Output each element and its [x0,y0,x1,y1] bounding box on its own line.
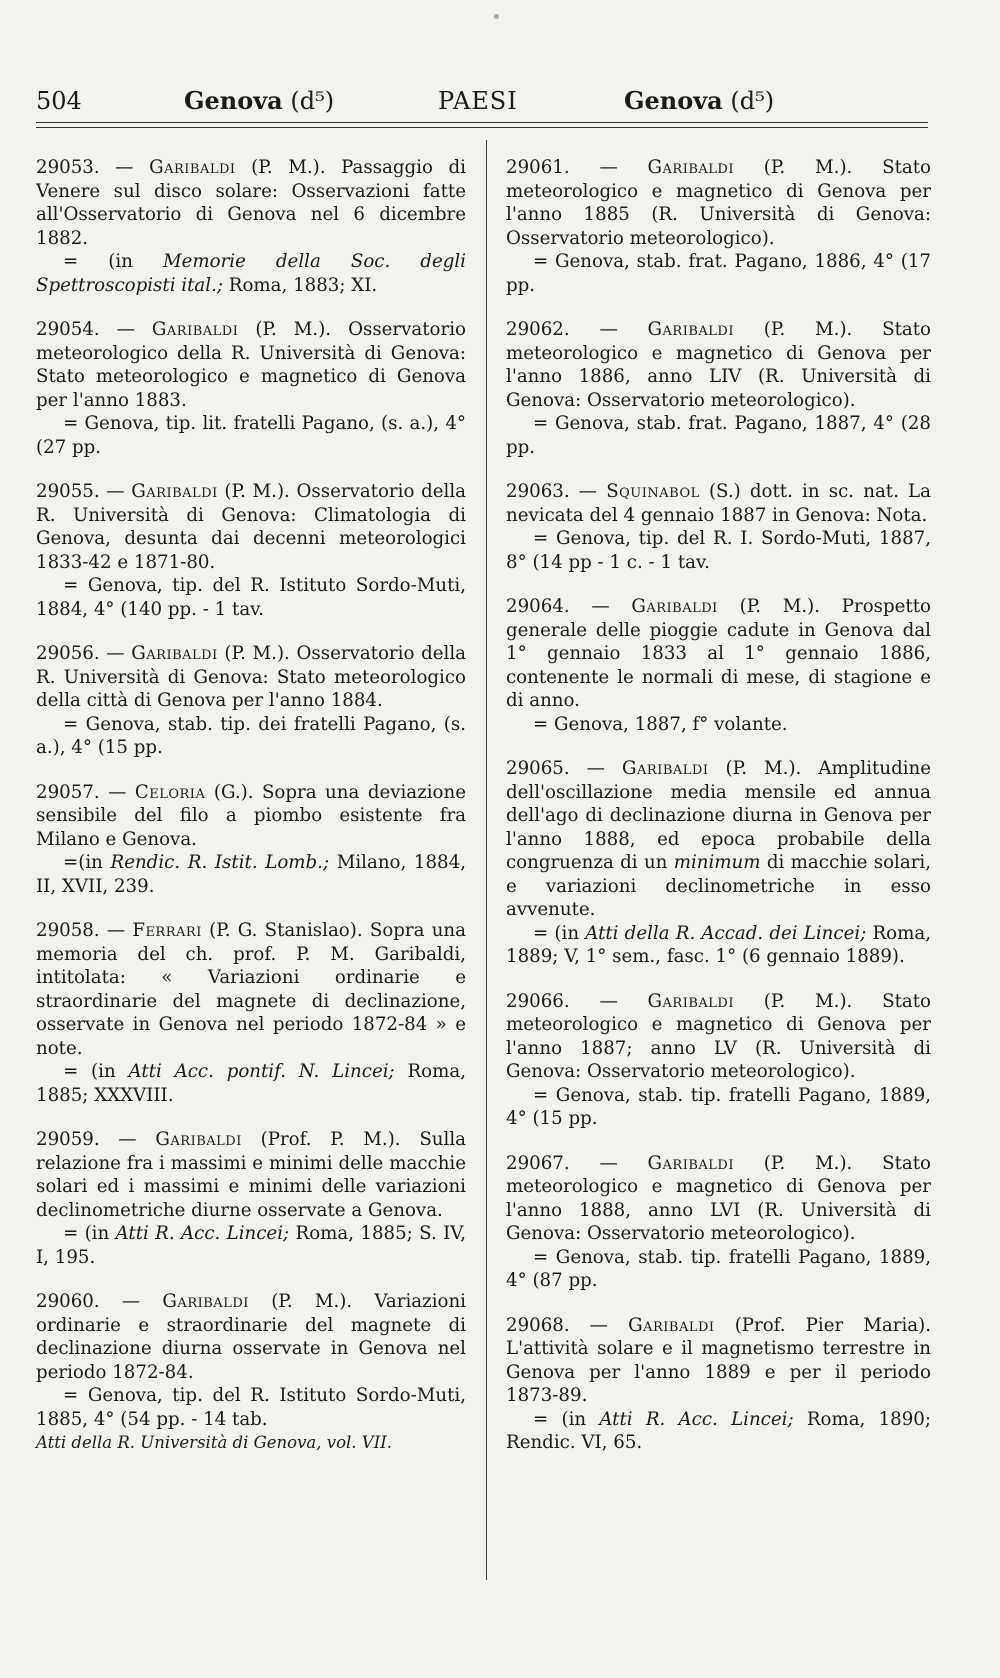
header-right-title: Genova (d⁵) [624,86,775,115]
bib-entry: 29065. — Garibaldi (P. M.). Amplitudine dell'oscillazione media mensile ed annua dell'ago di declinazione diurna in Genova per l'anno 1888, ed epoca probabile della congruenza di un minimum di macchie solari, e variazioni declinometriche in esso avvenute. = (in Atti della R. Accad. dei Lincei; Roma, 1889; V, 1° sem., fasc. 1° (6 gennaio 1889). [506,758,932,967]
bib-entry: 29062. — Garibaldi (P. M.). Stato meteorologico e magnetico di Genova per l'anno 1886, anno LIV (R. Università di Genova: Osservatorio meteorologico). = Genova, stab. frat. Pagano, 1887, 4° (28 pp. [506,319,932,458]
page-number: 504 [36,87,82,115]
bib-entry: 29059. — Garibaldi (Prof. P. M.). Sulla relazione fra i massimi e minimi delle macchie solari ed i massimi e minimi delle variazioni declinometriche diurne osservate a Genova. = (in Atti R. Acc. Lincei; Roma, 1885; S. IV, I, 195. [36,1129,466,1268]
header-rule [36,122,928,123]
bib-entry: 29064. — Garibaldi (P. M.). Prospetto generale delle pioggie cadute in Genova dal 1° gennaio 1833 al 1° gennaio 1886, contenente le normali di mese, di stagione e di anno. = Genova, 1887, f° volante. [506,596,931,735]
bib-entry: 29066. — Garibaldi (P. M.). Stato meteorologico e magnetico di Genova per l'anno 1887; anno LV (R. Università di Genova: Osservatorio meteorologico). = Genova, stab. tip. fratelli Pagano, 1889, 4° (15 pp. [506,990,932,1129]
bib-entry: 29063. — Squinabol (S.) dott. in sc. nat. La nevicata del 4 gennaio 1887 in Genova: Nota. = Genova, tip. del R. I. Sordo-Muti, 1887, 8° (14 pp - 1 c. - 1 tav. [506,481,931,573]
running-header [36,84,930,118]
bib-entry: 29058. — Ferrari (P. G. Stanislao). Sopra una memoria del ch. prof. P. M. Garibaldi, intitolata: « Variazioni ordinarie e straordinarie del magnete di declinazione, osservate in Genova nel periodo 1872-84 » e note. = (in Atti Acc. pontif. N. Lincei; Roma, 1885; XXXVIII. [36,920,467,1106]
series-note: Atti della R. Università di Genova, vol. VII. [36,1433,392,1452]
bib-entry: 29054. — Garibaldi (P. M.). Osservatorio meteorologico della R. Università di Genova: Stato meteorologico e magnetico di Genova per l'anno 1883. = Genova, tip. lit. fratelli Pagano, (s. a.), 4° (27 pp. [36,319,466,458]
bib-entry: 29067. — Garibaldi (P. M.). Stato meteorologico e magnetico di Genova per l'anno 1888, anno LVI (R. Università di Genova: Osservatorio meteorologico). = Genova, stab. tip. fratelli Pagano, 1889, 4° (87 pp. [506,1152,932,1291]
ink-dot [494,14,499,19]
left-column [36,156,466,1476]
column-divider [486,140,487,1580]
bib-entry: 29060. — Garibaldi (P. M.). Variazioni ordinarie e straordinarie del magnete di declinazione diurna osservate in Genova nel periodo 1872-84. = Genova, tip. del R. Istituto Sordo-Muti, 1885, 4° (54 pp. - 14 tab. Atti della R. Università di Genova, vol. VII. [36,1290,466,1455]
header-center-title: PAESI [438,87,518,115]
right-column [506,156,931,1476]
bib-entry: 29057. — Celoria (G.). Sopra una deviazione sensibile del filo a piombo esistente fra Milano e Genova. =(in Rendic. R. Istit. Lomb.; Milano, 1884, II, XVII, 239. [36,781,466,897]
bib-entry: 29053. — Garibaldi (P. M.). Passaggio di Venere sul disco solare: Osservazioni fatte all'Osservatorio di Genova nel 6 dicembre 1882. = (in Memorie della Soc. degli Spettroscopisti ital.; Roma, 1883; XI. [36,157,466,296]
header-rule [36,127,928,128]
header-left-title: Genova (d⁵) [184,86,335,115]
bib-entry: 29056. — Garibaldi (P. M.). Osservatorio della R. Università di Genova: Stato meteorologico della città di Genova per l'anno 1884. = Genova, stab. tip. dei fratelli Pagano, (s. a.), 4° (15 pp. [36,643,466,758]
bib-entry: 29055. — Garibaldi (P. M.). Osservatorio della R. Università di Genova: Climatologia di Genova, desunta dai decenni meteorologici 1833-42 e 1871-80. = Genova, tip. del R. Istituto Sordo-Muti, 1884, 4° (140 pp. - 1 tav. [36,481,466,620]
bib-entry: 29068. — Garibaldi (Prof. Pier Maria). L'attività solare e il magnetismo terrestre in Genova per l'anno 1889 e per il periodo 1873-89. = (in Atti R. Acc. Lincei; Roma, 1890; Rendic. VI, 65. [506,1314,931,1453]
bib-entry: 29061. — Garibaldi (P. M.). Stato meteorologico e magnetico di Genova per l'anno 1885 (R. Università di Genova: Osservatorio meteorologico). = Genova, stab. frat. Pagano, 1886, 4° (17 pp. [506,157,932,296]
